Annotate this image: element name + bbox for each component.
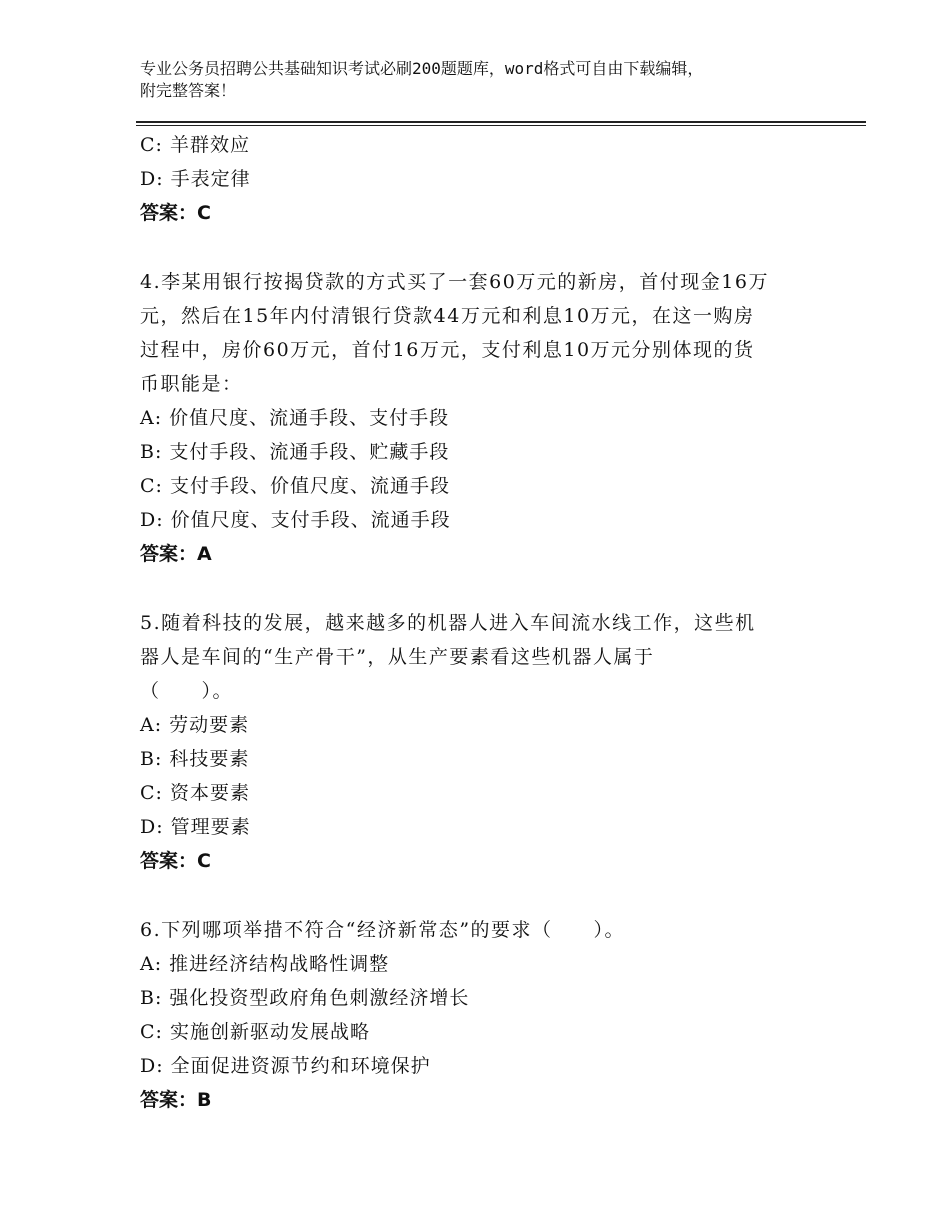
option-c: C: 实施创新驱动发展战略 (140, 1021, 370, 1043)
option-a: A: 劳动要素 (140, 714, 250, 736)
question-3-tail (140, 128, 820, 230)
question-line: 过程中，房价60万元，首付16万元，支付利息10万元分别体现的货 (140, 339, 755, 361)
question-line: 币职能是： (140, 373, 243, 395)
question-4-text (140, 265, 820, 401)
question-6 (140, 913, 820, 1117)
answer: 答案：C (140, 202, 211, 224)
header-line-2: 附完整答案！ (140, 81, 237, 100)
header-rule-thick (136, 121, 866, 123)
option-b: B: 强化投资型政府角色刺激经济增长 (140, 987, 470, 1009)
option-b: B: 科技要素 (140, 748, 250, 770)
question-5-text (140, 606, 820, 708)
option-d: D: 手表定律 (140, 168, 251, 190)
question-line: 4.李某用银行按揭贷款的方式买了一套60万元的新房，首付现金16万 (140, 271, 769, 293)
answer: 答案：C (140, 850, 211, 872)
question-line: 6.下列哪项举措不符合“经济新常态”的要求（ ）。 (140, 919, 626, 941)
answer: 答案：B (140, 1089, 212, 1111)
header-rule-thin (136, 125, 866, 126)
option-d: D: 全面促进资源节约和环境保护 (140, 1055, 431, 1077)
option-c: C: 资本要素 (140, 782, 250, 804)
option-c: C: 支付手段、价值尺度、流通手段 (140, 475, 450, 497)
option-b: B: 支付手段、流通手段、贮藏手段 (140, 441, 450, 463)
page-header (140, 58, 830, 102)
document-body (140, 128, 820, 1117)
question-line: 器人是车间的“生产骨干”，从生产要素看这些机器人属于 (140, 646, 655, 668)
option-d: D: 管理要素 (140, 816, 251, 838)
question-line: 5.随着科技的发展，越来越多的机器人进入车间流水线工作，这些机 (140, 612, 756, 634)
question-line: （ ）。 (140, 680, 234, 702)
answer: 答案：A (140, 543, 212, 565)
option-a: A: 推进经济结构战略性调整 (140, 953, 390, 975)
question-5 (140, 606, 820, 878)
option-d: D: 价值尺度、支付手段、流通手段 (140, 509, 451, 531)
question-line: 元，然后在15年内付清银行贷款44万元和利息10万元，在这一购房 (140, 305, 755, 327)
option-a: A: 价值尺度、流通手段、支付手段 (140, 407, 450, 429)
option-c: C: 羊群效应 (140, 134, 250, 156)
question-6-text (140, 913, 820, 947)
question-4 (140, 265, 820, 571)
header-line-1: 专业公务员招聘公共基础知识考试必刷200题题库，word格式可自由下载编辑， (140, 59, 704, 78)
